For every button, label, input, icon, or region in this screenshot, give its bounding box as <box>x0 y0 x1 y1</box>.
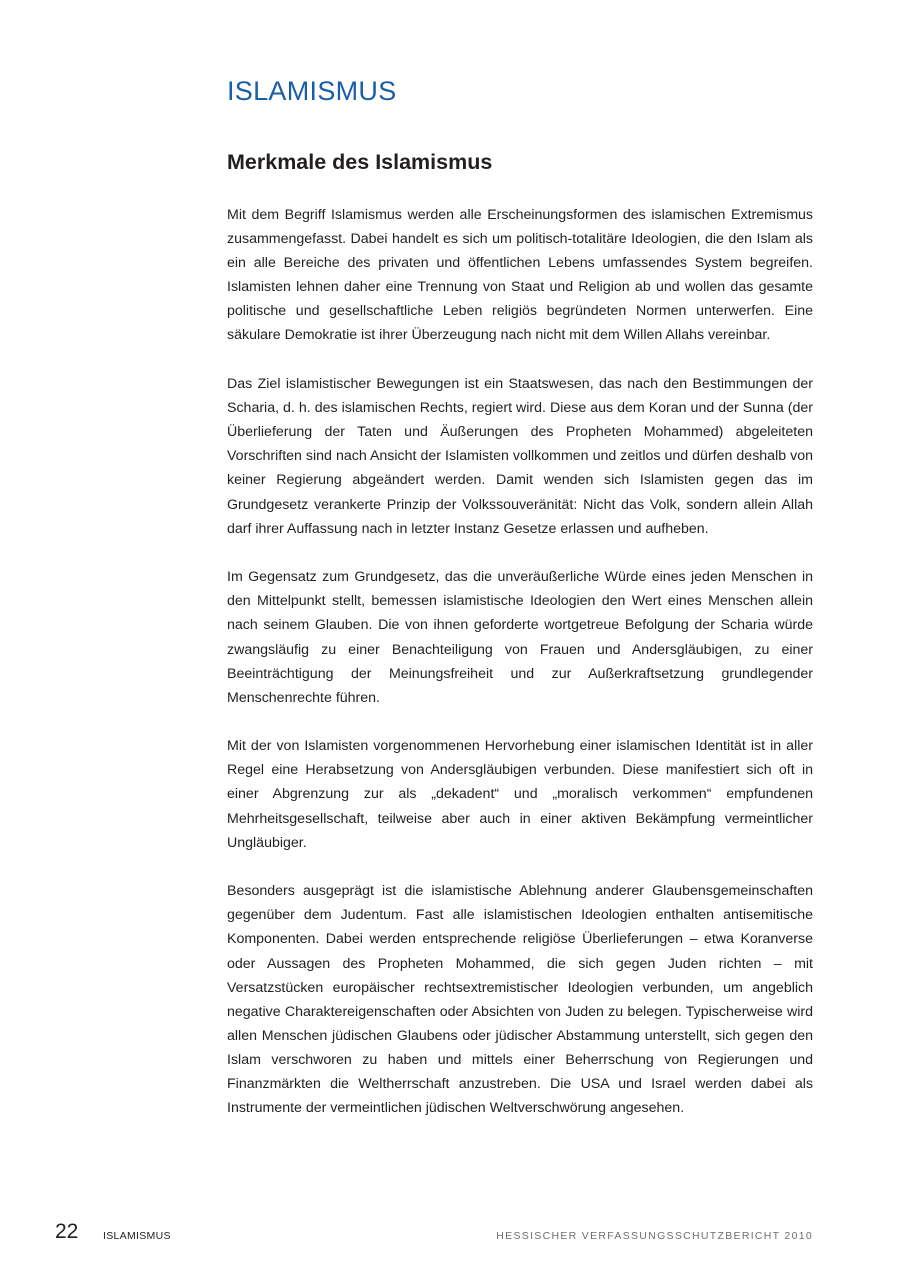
paragraph: Mit dem Begriff Islamismus werden alle Erscheinungsformen des islamischen Extremismus zusammengefasst. Dabei handelt es sich um politisch-totalitäre Ideologien, die den Islam als ein alle Bereiche des privaten und öffentlichen Lebens umfassendes System begreifen. Islamisten lehnen daher eine Trennung von Staat und Religion ab und wollen das gesamte politische und gesellschaftliche Leben religiös begründeten Normen unterwerfen. Eine säkulare Demokratie ist ihrer Überzeugung nach nicht mit dem Willen Allahs vereinbar. <box>227 207 813 344</box>
footer-report-title: HESSISCHER VERFASSUNGSSCHUTZBERICHT 2010 <box>496 1230 813 1242</box>
paragraph: Im Gegensatz zum Grundgesetz, das die unveräußerliche Würde eines jeden Menschen in den Mittelpunkt stellt, bemessen islamistische Ideologien den Wert eines Menschen allein nach seinem Glauben. Die von ihnen geforderte wortgetreue Befolgung der Scharia würde zwangsläufig zu einer Benachteiligung von Frauen und Andersgläubigen, zu einer Beeinträchtigung der Meinungsfreiheit und zur Außerkraftsetzung grundlegender Menschenrechte führen. <box>227 569 813 706</box>
paragraph: Besonders ausgeprägt ist die islamistische Ablehnung anderer Glaubensgemeinschaften gegenüber dem Judentum. Fast alle islamistischen Ideologien enthalten antisemitische Komponenten. Dabei werden entsprechende religiöse Überlieferungen – etwa Koranverse oder Aussagen des Propheten Mohammed, die sich gegen Juden richten – mit Versatzstücken europäischer rechtsextremistischer Ideologien verbunden, um angeblich negative Charaktereigenschaften oder Absichten von Juden zu belegen. Typischerweise wird allen Menschen jüdischen Glaubens oder jüdischer Abstammung unterstellt, sich gegen den Islam verschworen zu haben und mittels einer Beherrschung von Regierungen und Finanzmärkten die Weltherrschaft anzustreben. Die USA und Israel werden dabei als Instrumente der vermeintlichen jüdischen Weltverschwörung angesehen. <box>227 883 813 1117</box>
footer-section-label: ISLAMISMUS <box>103 1230 171 1242</box>
page-number: 22 <box>55 1220 79 1243</box>
section-title: ISLAMISMUS <box>227 76 397 106</box>
subheading: Merkmale des Islamismus <box>227 150 493 174</box>
body-text <box>227 203 813 1145</box>
paragraph: Das Ziel islamistischer Bewegungen ist ein Staatswesen, das nach den Bestimmungen der Scharia, d. h. des islamischen Rechts, regiert wird. Diese aus dem Koran und der Sunna (der Überlieferung der Taten und Äußerungen des Propheten Mohammed) abgeleiteten Vorschriften sind nach Ansicht der Islamisten vollkommen und zeitlos und dürfen deshalb von keiner Regierung abgeändert werden. Damit wenden sich Islamisten gegen das im Grundgesetz verankerte Prinzip der Volkssouveränität: Nicht das Volk, sondern allein Allah darf ihrer Auffassung nach in letzter Instanz Gesetze erlassen und aufheben. <box>227 376 813 537</box>
paragraph: Mit der von Islamisten vorgenommenen Hervorhebung einer islamischen Identität ist in aller Regel eine Herabsetzung von Andersgläubigen verbunden. Diese manifestiert sich oft in einer Abgrenzung zur als „dekadent“ und „moralisch verkommen“ empfundenen Mehrheitsgesellschaft, teilweise aber auch in einer aktiven Bekämpfung vermeintlicher Ungläubiger. <box>227 738 813 851</box>
